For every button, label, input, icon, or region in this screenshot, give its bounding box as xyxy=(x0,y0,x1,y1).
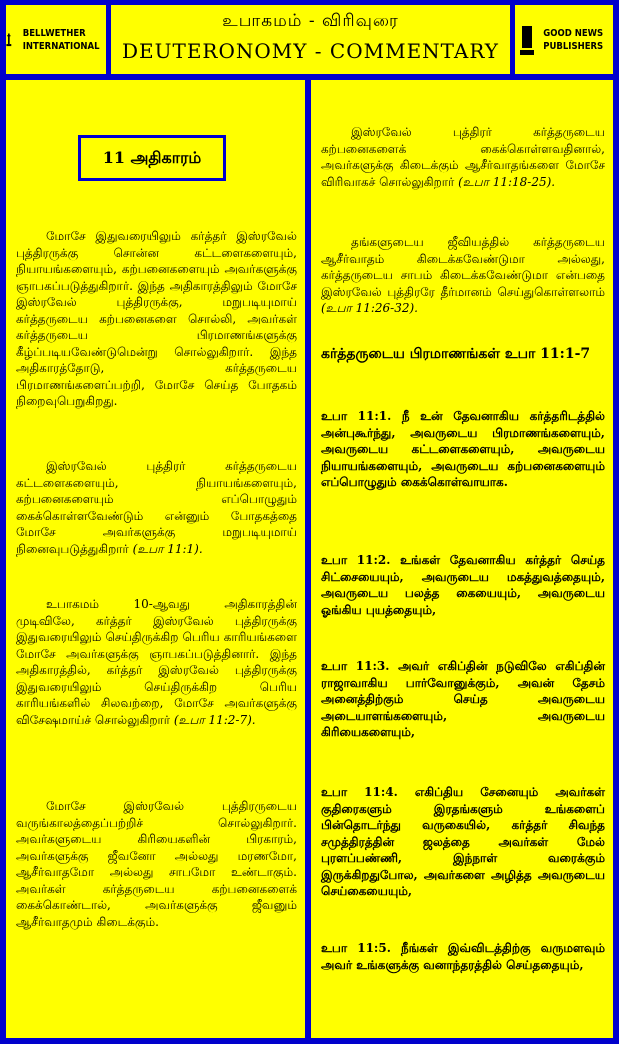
paragraph-text: இஸ்ரவேல் புத்திரர் கர்த்தருடைய கட்டளைகளையும், நியாயங்களையும், கற்பனைகளையும் எப்பொழுதும் கைக்கொள்ளவேண்டும் என்னும் போதகத்தை மோசே அவர்களுக்கு மறுபடியுமாய் நினைவுபடுத்துகிறார் xyxy=(16,459,297,556)
logo-left-line1: BELLWETHER xyxy=(22,27,86,39)
paragraph-text: மோசே இதுவரையிலும் கர்த்தர் இஸ்ரவேல் புத்திரருக்கு சொன்ன கட்டளைகளையும், நியாயங்களையும், கற்பனைகளையும் அவர்களுக்கு ஞாபகப்படுத்துகிறார். இந்த அதிகாரத்திலும் மோசே இஸ்ரவேல் புத்திரருக்கு, மறுபடியுமாய் கர்த்தருடைய கற்பனைகளை சொல்லி, அவர்கள் கர்த்தருடைய பிரமாணங்களுக்கு கீழ்ப்படியவேண்டுமென்று சொல்லுகிறார். இந்த அதிகாரத்தோடு, கர்த்தருடைய பிரமாணங்களைப்பற்றி, மோசே செய்த போதகம் நிறைவுபெறுகிறது. xyxy=(16,229,297,408)
right-paragraph-2 xyxy=(321,234,605,317)
logo-good-news xyxy=(515,5,613,74)
verse-11-2: உபா 11:2. உங்கள் தேவனாகிய கர்த்தர் செய்த சிட்சையையும், அவருடைய மகத்துவத்தையும், அவருடைய பலத்த கையையும், அவருடைய ஓங்கிய புயத்தையும், xyxy=(321,553,605,617)
scripture-reference: (உபா 11:26-32). xyxy=(321,301,418,315)
verse-11-4: உபா 11:4. எகிப்திய சேனையும் அவர்கள் குதிரைகளும் இரதங்களும் உங்களைப் பின்தொடர்ந்து வருகையில், கர்த்தர் சிவந்த சமுத்திரத்தின் ஜலத்தை அவர்கள் மேல் புரளப்பண்ணி, இந்நாள் வரைக்கும் இருக்கிறதுபோல, அவர்களை அழித்த அவருடைய செய்கையையும், xyxy=(321,785,605,898)
section-heading: கர்த்தருடைய பிரமாணங்கள் உபா 11:1-7 xyxy=(321,346,591,362)
title-tamil: உபாகமம் - விரிவுரை xyxy=(222,11,399,31)
left-paragraph-3 xyxy=(16,596,297,728)
verse-11-1: உபா 11:1. நீ உன் தேவனாகிய கர்த்தரிடத்தில் அன்புகூர்ந்து, அவருடைய பிரமாணங்களையும், அவருடைய கட்டளைகளையும், அவருடைய நியாயங்களையும், அவருடைய கற்பனைகளையும் எப்பொழுதும் கைக்கொள்வாயாக. xyxy=(321,409,605,489)
paragraph-text: தங்களுடைய ஜீவியத்தில் கர்த்தருடைய ஆசீர்வாதம் கிடைக்கவேண்டுமா அல்லது, கர்த்தருடைய சாபம் கிடைக்கவேண்டுமா என்பதை இஸ்ரவேல் புத்திரரே தீர்மானம் செய்துகொள்ளலாம் xyxy=(321,235,605,299)
sheep-bell-icon xyxy=(6,22,12,58)
book-icon xyxy=(520,22,534,58)
logo-left-line2: INTERNATIONAL xyxy=(22,40,100,52)
logo-bellwether xyxy=(6,5,106,74)
left-paragraph-1 xyxy=(16,228,297,410)
scripture-reference: (உபா 11:1). xyxy=(132,541,203,556)
paragraph-text: இஸ்ரவேல் புத்திரர் கர்த்தருடைய கற்பனைகளைக் கைக்கொள்ளவதினால், அவர்களுக்கு கிடைக்கும் ஆசீர்வாதங்களை மோசே விரிவாகச் சொல்லுகிறார் xyxy=(321,125,605,189)
left-paragraph-4 xyxy=(16,798,297,930)
paragraph-text: உபாகமம் 10-ஆவது அதிகாரத்தின் முடிவிலே, கர்த்தர் இஸ்ரவேல் புத்திரருக்கு இதுவரையிலும் செய்திருக்கிற பெரிய காரியங்களை மோசே அவர்களுக்கு ஞாபகப்படுத்தினார். இந்த அதிகாரத்தில், கர்த்தர் இஸ்ரவேல் புத்திரருக்கு இதுவரையிலும் செய்திருக்கிற பெரிய காரியங்களில் சிலவற்றை, மோசே அவர்களுக்கு விசேஷமாய்ச் சொல்லுகிறார் xyxy=(16,597,297,727)
logo-right-line2: PUBLISHERS xyxy=(543,40,603,52)
logo-right-line1: GOOD NEWS xyxy=(543,27,603,39)
chapter-label: 11 அதிகாரம் xyxy=(78,135,226,181)
title-english: DEUTERONOMY - COMMENTARY xyxy=(121,39,500,63)
right-column xyxy=(311,80,613,1038)
scripture-reference: (உபா 11:18-25). xyxy=(458,174,556,189)
paragraph-text: மோசே இஸ்ரவேல் புத்திரருடைய வருங்காலத்தைப்பற்றிச் சொல்லுகிறார். அவர்களுடைய கிரியைகளின் பிரகாரம், அவர்களுக்கு ஜீவனோ அல்லது மரணமோ, ஆசீர்வாதமோ அல்லது சாபமோ உண்டாகும். அவர்கள் கர்த்தருடைய கற்பனைகளைக் கைக்கொண்டால், அவர்களுக்கு ஜீவனும் ஆசீர்வாதமும் கிடைக்கும். xyxy=(16,799,297,929)
verse-11-3: உபா 11:3. அவர் எகிப்தின் நடுவிலே எகிப்தின் ராஜாவாகிய பார்வோனுக்கும், அவன் தேசம் அனைத்திற்கும் செய்த அவருடைய அடையாளங்களையும், அவருடைய கிரியைகளையும், xyxy=(321,659,605,739)
header-title xyxy=(111,5,510,74)
verse-11-5: உபா 11:5. நீங்கள் இவ்விடத்திற்கு வருமளவும் அவர் உங்களுக்கு வனாந்தரத்தில் செய்ததையும், xyxy=(321,941,605,972)
left-column xyxy=(6,80,305,1038)
scripture-reference: (உபா 11:2-7). xyxy=(173,712,256,727)
right-paragraph-1 xyxy=(321,124,605,190)
left-paragraph-2 xyxy=(16,458,297,557)
